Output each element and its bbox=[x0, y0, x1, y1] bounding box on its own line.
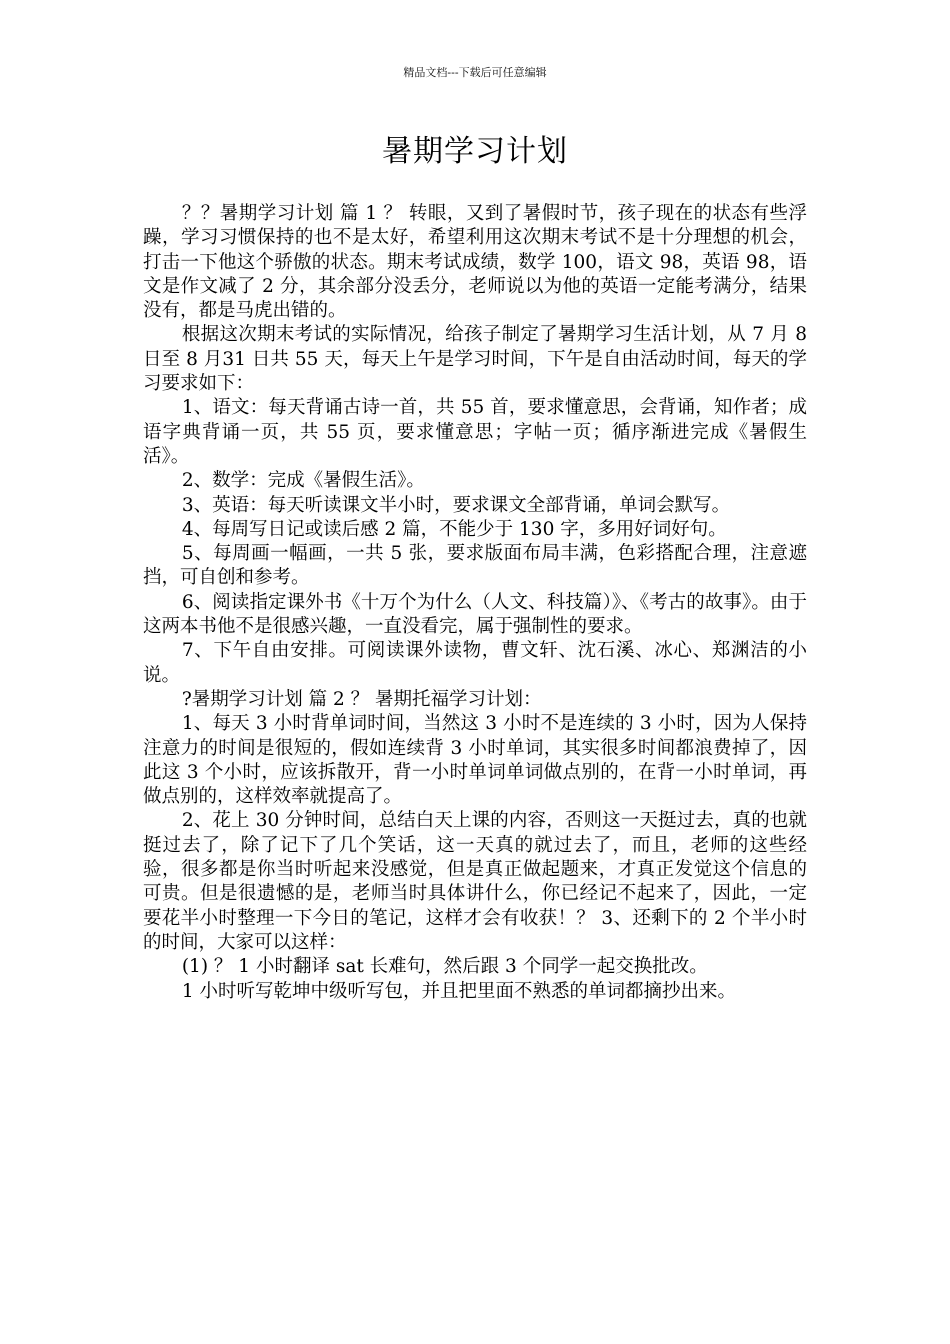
paragraph: (1) ？ 1 小时翻译 sat 长难句，然后跟 3 个同学一起交换批改。 bbox=[181, 956, 708, 978]
paragraph: 5、每周画一幅画，一共 5 张，要求版面布局丰满，色彩搭配合理，注意遮挡，可自创和参考。 bbox=[143, 543, 807, 589]
document-body bbox=[143, 202, 807, 1004]
document-title: 暑期学习计划 bbox=[382, 134, 568, 169]
paragraph: ？？暑期学习计划 篇 1 ？ 转眼，又到了暑假时节，孩子现在的状态有些浮躁，学习习惯保持的也不是太好，希望利用这次期末考试不是十分理想的机会，打击一下他这个骄傲的状态。期末考试成绩，数学 100，语文 98，英语 98，语文是作文减了 2 分，其余部分没丢分，老师说以为他的英语一定能考满分，结果没有，都是马虎出错的。 bbox=[143, 203, 807, 322]
paragraph: 7、下午自由安排。可阅读课外读物，曹文轩、沈石溪、冰心、郑渊洁的小说。 bbox=[143, 640, 807, 686]
paragraph: ?暑期学习计划 篇 2 ？ 暑期托福学习计划： bbox=[181, 688, 542, 710]
paragraph: 6、阅读指定课外书《十万个为什么（人文、科技篇）》、《考古的故事》。由于这两本书他不是很感兴趣，一直没看完，属于强制性的要求。 bbox=[143, 591, 807, 638]
paragraph: 根据这次期末考试的实际情况，给孩子制定了暑期学习生活计划，从 7 月 8 日至 8 月31 日共 55 天，每天上午是学习时间，下午是自由活动时间，每天的学习要求如下： bbox=[143, 324, 807, 395]
paragraph: 2、数学：完成《暑假生活》。 bbox=[181, 470, 425, 492]
paragraph: 4、每周写日记或读后感 2 篇，不能少于 130 字，多用好词好句。 bbox=[181, 518, 727, 540]
page-header: 精品文档---下载后可任意编辑 bbox=[403, 66, 547, 79]
paragraph: 1、语文：每天背诵古诗一首，共 55 首，要求懂意思，会背诵，知作者；成语字典背诵一页，共 55 页，要求懂意思；字帖一页；循序渐进完成《暑假生活》。 bbox=[143, 397, 807, 467]
paragraph: 3、英语：每天听读课文半小时，要求课文全部背诵，单词会默写。 bbox=[181, 494, 731, 516]
paragraph: 2、花上 30 分钟时间，总结白天上课的内容，否则这一天挺过去，真的也就挺过去了，除了记下了几个笑话，这一天真的就过去了，而且，老师的这些经验，很多都是你当时听起来没感觉，但是真正做起题来，才真正发觉这个信息的可贵。但是很遗憾的是，老师当时具体讲什么，你已经记不起来了，因此，一定要花半小时整理一下今日的笔记，这样才会有收获！？ 3、还剩下的 2 个半小时的时间，大家可以这样： bbox=[143, 810, 807, 953]
paragraph: 1、每天 3 小时背单词时间，当然这 3 小时不是连续的 3 小时，因为人保持注意力的时间是很短的，假如连续背 3 小时单词，其实很多时间都浪费掉了，因此这 3 个小时，应该拆散开，背一小时单词单词做点别的，在背一小时单词，再做点别的，这样效率就提高了。 bbox=[143, 713, 807, 808]
paragraph: 1 小时听写乾坤中级听写包，并且把里面不熟悉的单词都摘抄出来。 bbox=[181, 980, 736, 1002]
